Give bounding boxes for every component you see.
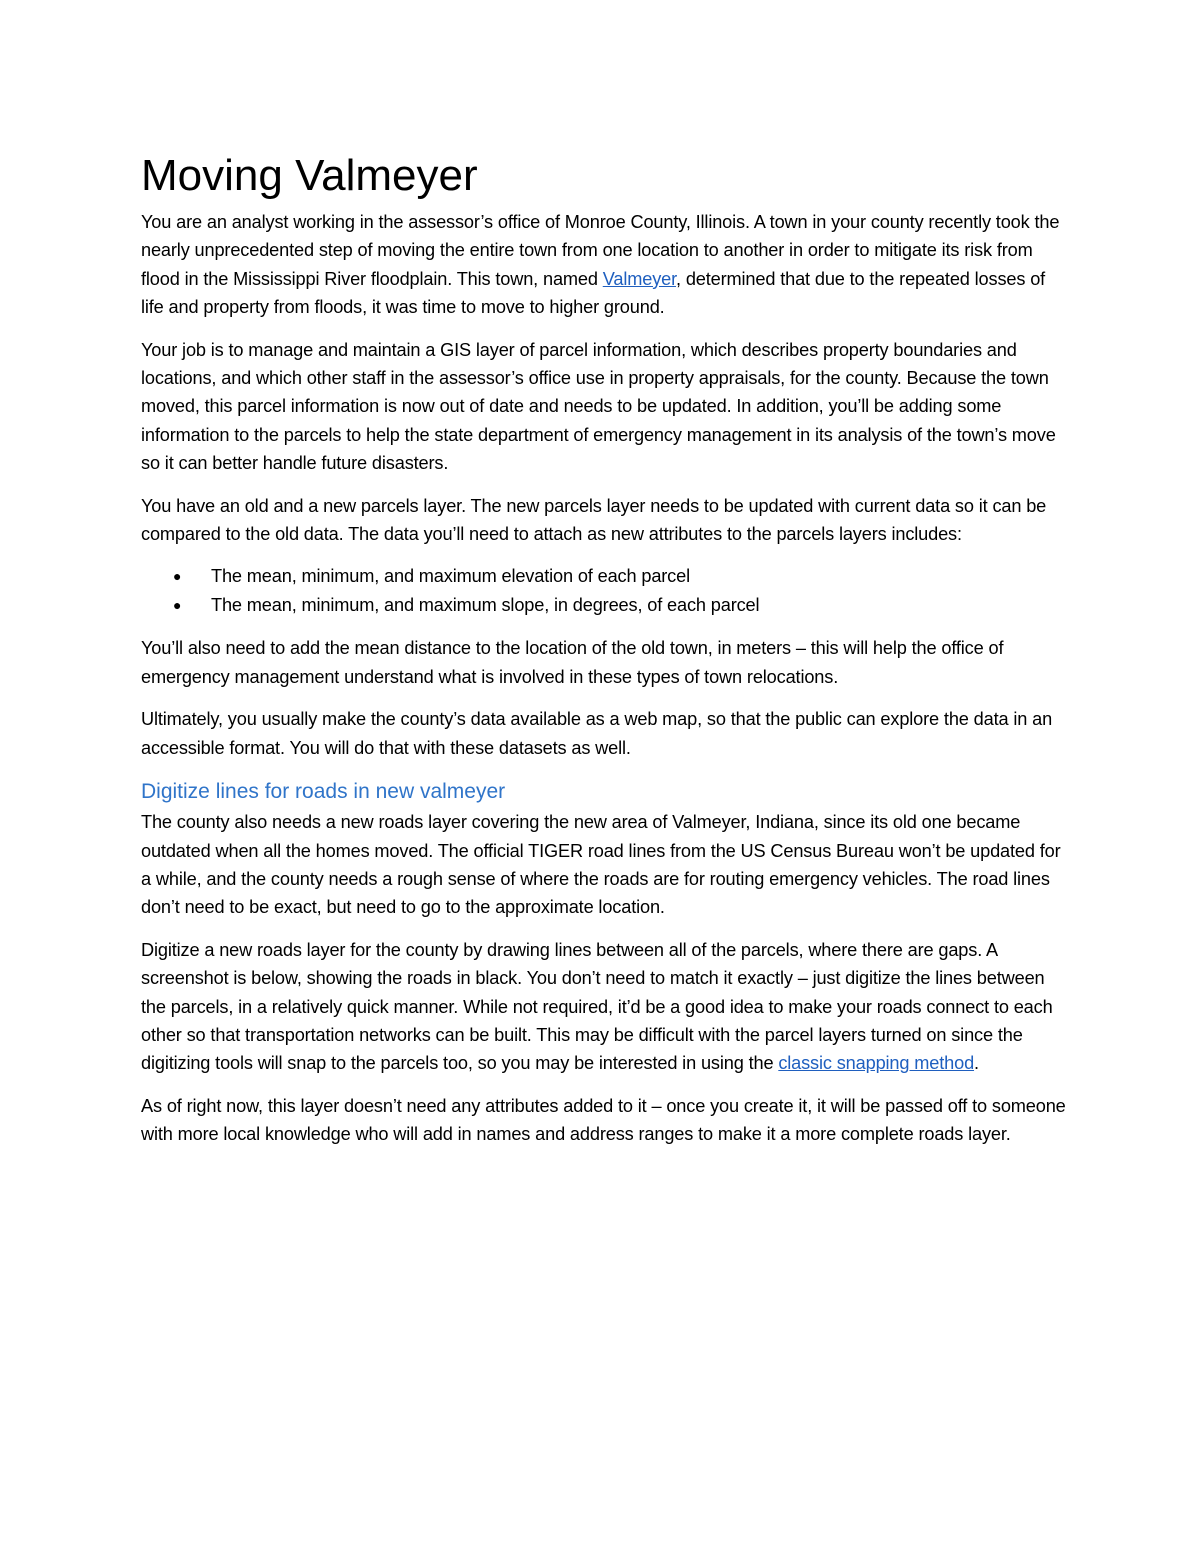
attribute-list [141,562,1066,620]
bullet-icon: ● [173,568,182,585]
bullet-icon: ● [173,597,182,614]
attributes-paragraph: As of right now, this layer doesn’t need any attributes added to it – once you create it, it will be passed off to someone with more local knowledge who will add in names and address ranges to make it a more complete roads layer. [141,1095,1066,1145]
digitize-paragraph [141,936,1066,1078]
intro-text-end: , determined that due to the repeated losses of life and property from floods, it was time to move to higher ground. [141,268,1046,318]
document-page [141,148,1066,1163]
section-heading: Digitize lines for roads in new valmeyer [141,780,506,804]
list-item-text: The mean, minimum, and maximum slope, in degrees, of each parcel [211,595,760,616]
valmeyer-link[interactable]: Valmeyer [602,268,677,289]
digitize-text-end: . [974,1053,979,1074]
list-item-text: The mean, minimum, and maximum elevation of each parcel [211,566,690,587]
job-paragraph: Your job is to manage and maintain a GIS layer of parcel information, which describes property boundaries and locations, and which other staff in the assessor’s office use in property appraisals, for the county. Because the town moved, this parcel information is now out of date and needs to be updated. In addition, you’ll be adding some information to the parcels to help the state department of emergency management in its analysis of the town’s move so it can better handle future disasters. [141,339,1056,474]
classic-snapping-link[interactable]: classic snapping method [778,1053,975,1074]
intro-paragraph [141,208,1066,322]
web-map-paragraph: Ultimately, you usually make the county’s data available as a web map, so that the public can explore the data in an accessible format. You will do that with these datasets as well. [141,709,1053,758]
document-title: Moving Valmeyer [141,151,478,200]
distance-paragraph: You’ll also need to add the mean distance to the location of the old town, in meters – this will help the office of emergency management understand what is involved in these types of town relocations. [141,638,1004,687]
roads-paragraph: The county also needs a new roads layer covering the new area of Valmeyer, Indiana, since its old one became outdated when all the homes moved. The official TIGER road lines from the US Census Bureau won’t be updated for a while, and the county needs a rough sense of where the roads are for routing emergency vehicles. The road lines don’t need to be exact, but need to go to the approximate location. [141,812,1061,918]
layers-paragraph: You have an old and a new parcels layer. The new parcels layer needs to be updated with current data so it can be compared to the old data. The data you’ll need to attach as new attributes to the parcels layers includes: [141,495,1047,545]
list-item [141,562,1066,591]
intro-text-start: You are an analyst working in the assessor’s office of Monroe County, Illinois. A town in your county recently took the nearly unprecedented step of moving the entire town from one location to another in order to mitigate its risk from flood in the Mississippi River floodplain. This town, named [141,212,1060,289]
digitize-text-start: Digitize a new roads layer for the county by drawing lines between all of the parcels, where there are gaps. A screenshot is below, showing the roads in black. You don’t need to match it exactly – just digitize the lines between the parcels, in a relatively quick manner. While not required, it’d be a good idea to make your roads connect to each other so that transportation networks can be built. This may be difficult with the parcel layers turned on since the digitizing tools will snap to the parcels too, so you may be interested in using the [141,939,1053,1074]
list-item [141,591,1066,620]
